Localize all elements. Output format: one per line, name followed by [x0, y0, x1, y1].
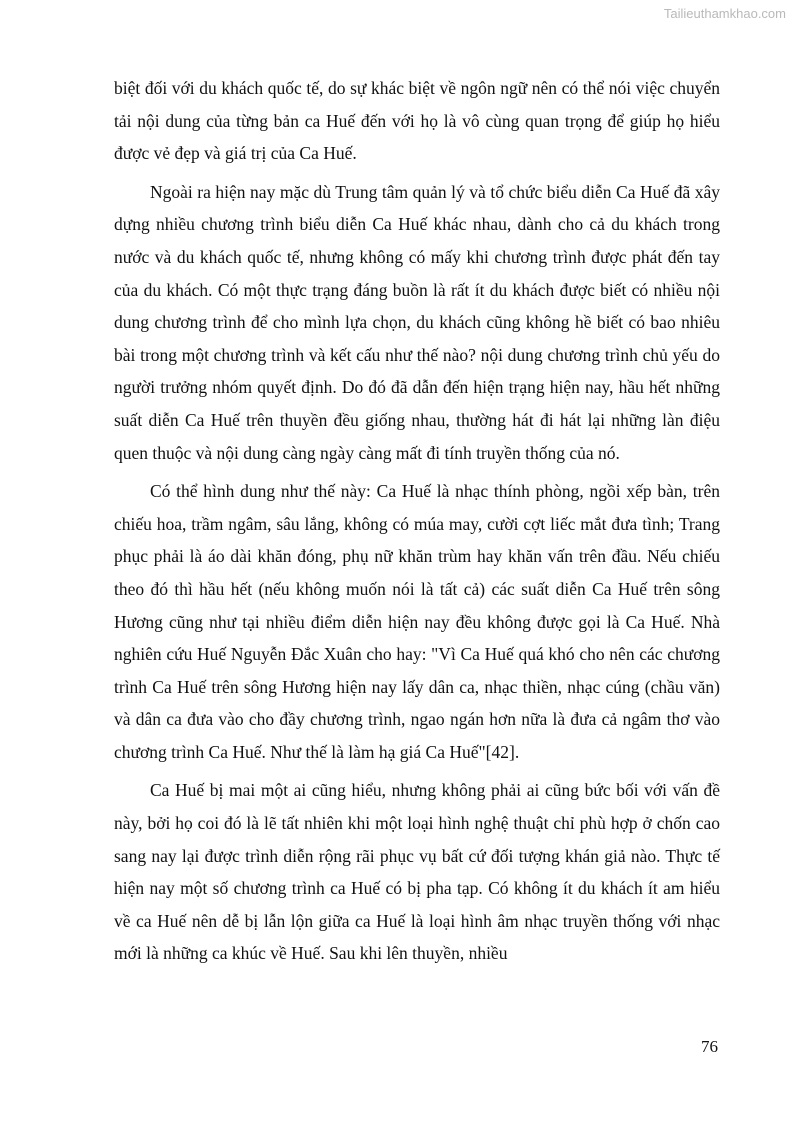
page-number: 76 — [701, 1037, 718, 1056]
paragraph-ca-hue-decline: Ca Huế bị mai một ai cũng hiểu, nhưng không phải ai cũng bức bối với vấn đề này, bởi họ coi đó là lẽ tất nhiên khi một loại hình nghệ thuật chỉ phù hợp ở chốn cao sang nay lại được trình diễn rộng rãi phục vụ bất cứ đối tượng khán giả nào. Thực tế hiện nay một số chương trình ca Huế có bị pha tạp. Có không ít du khách ít am hiểu về ca Huế nên dễ bị lẫn lộn giữa ca Huế là loại hình âm nhạc truyền thống với nhạc mới là những ca khúc về Huế. Sau khi lên thuyền, nhiều — [114, 780, 720, 964]
document-body — [114, 72, 720, 976]
paragraph-ca-hue-definition: Có thể hình dung như thế này: Ca Huế là nhạc thính phòng, ngồi xếp bàn, trên chiếu hoa, trầm ngâm, sâu lắng, không có múa may, cười cợt liếc mắt đưa tình; Trang phục phải là áo dài khăn đóng, phụ nữ khăn trùm hay khăn vấn trên đầu. Nếu chiếu theo đó thì hầu hết (nếu không muốn nói là tất cả) các suất diễn Ca Huế trên sông Hương cũng như tại nhiều điểm diễn hiện nay đều không được gọi là Ca Huế. Nhà nghiên cứu Huế Nguyễn Đắc Xuân cho hay: "Vì Ca Huế quá khó cho nên các chương trình Ca Huế trên sông Hương hiện nay lấy dân ca, nhạc thiền, nhạc cúng (chầu văn) và dân ca đưa vào cho đầy chương trình, ngao ngán hơn nữa là đưa cả ngâm thơ vào chương trình Ca Huế. Như thế là làm hạ giá Ca Huế"[42]. — [114, 481, 720, 762]
watermark-text: Tailieuthamkhao.com — [663, 6, 786, 21]
paragraph-program-issues: Ngoài ra hiện nay mặc dù Trung tâm quản lý và tổ chức biểu diễn Ca Huế đã xây dựng nhiều chương trình biểu diễn Ca Huế khác nhau, dành cho cả du khách trong nước và du khách quốc tế, nhưng không có mấy khi chương trình được phát đến tay của du khách. Có một thực trạng đáng buồn là rất ít du khách được biết có nhiều nội dung chương trình để cho mình lựa chọn, du khách cũng không hề biết có bao nhiêu bài trong một chương trình và kết cấu như thế nào? nội dung chương trình chủ yếu do người trưởng nhóm quyết định. Do đó đã dẫn đến hiện trạng hiện nay, hầu hết những suất diễn Ca Huế trên thuyền đều giống nhau, thường hát đi hát lại những làn điệu quen thuộc và nội dung càng ngày càng mất đi tính truyền thống của nó. — [114, 181, 720, 463]
paragraph-continued: biệt đối với du khách quốc tế, do sự khác biệt về ngôn ngữ nên có thể nói việc chuyển tải nội dung của từng bản ca Huế đến với họ là vô cùng quan trọng để giúp họ hiểu được vẻ đẹp và giá trị của Ca Huế. — [114, 78, 720, 164]
